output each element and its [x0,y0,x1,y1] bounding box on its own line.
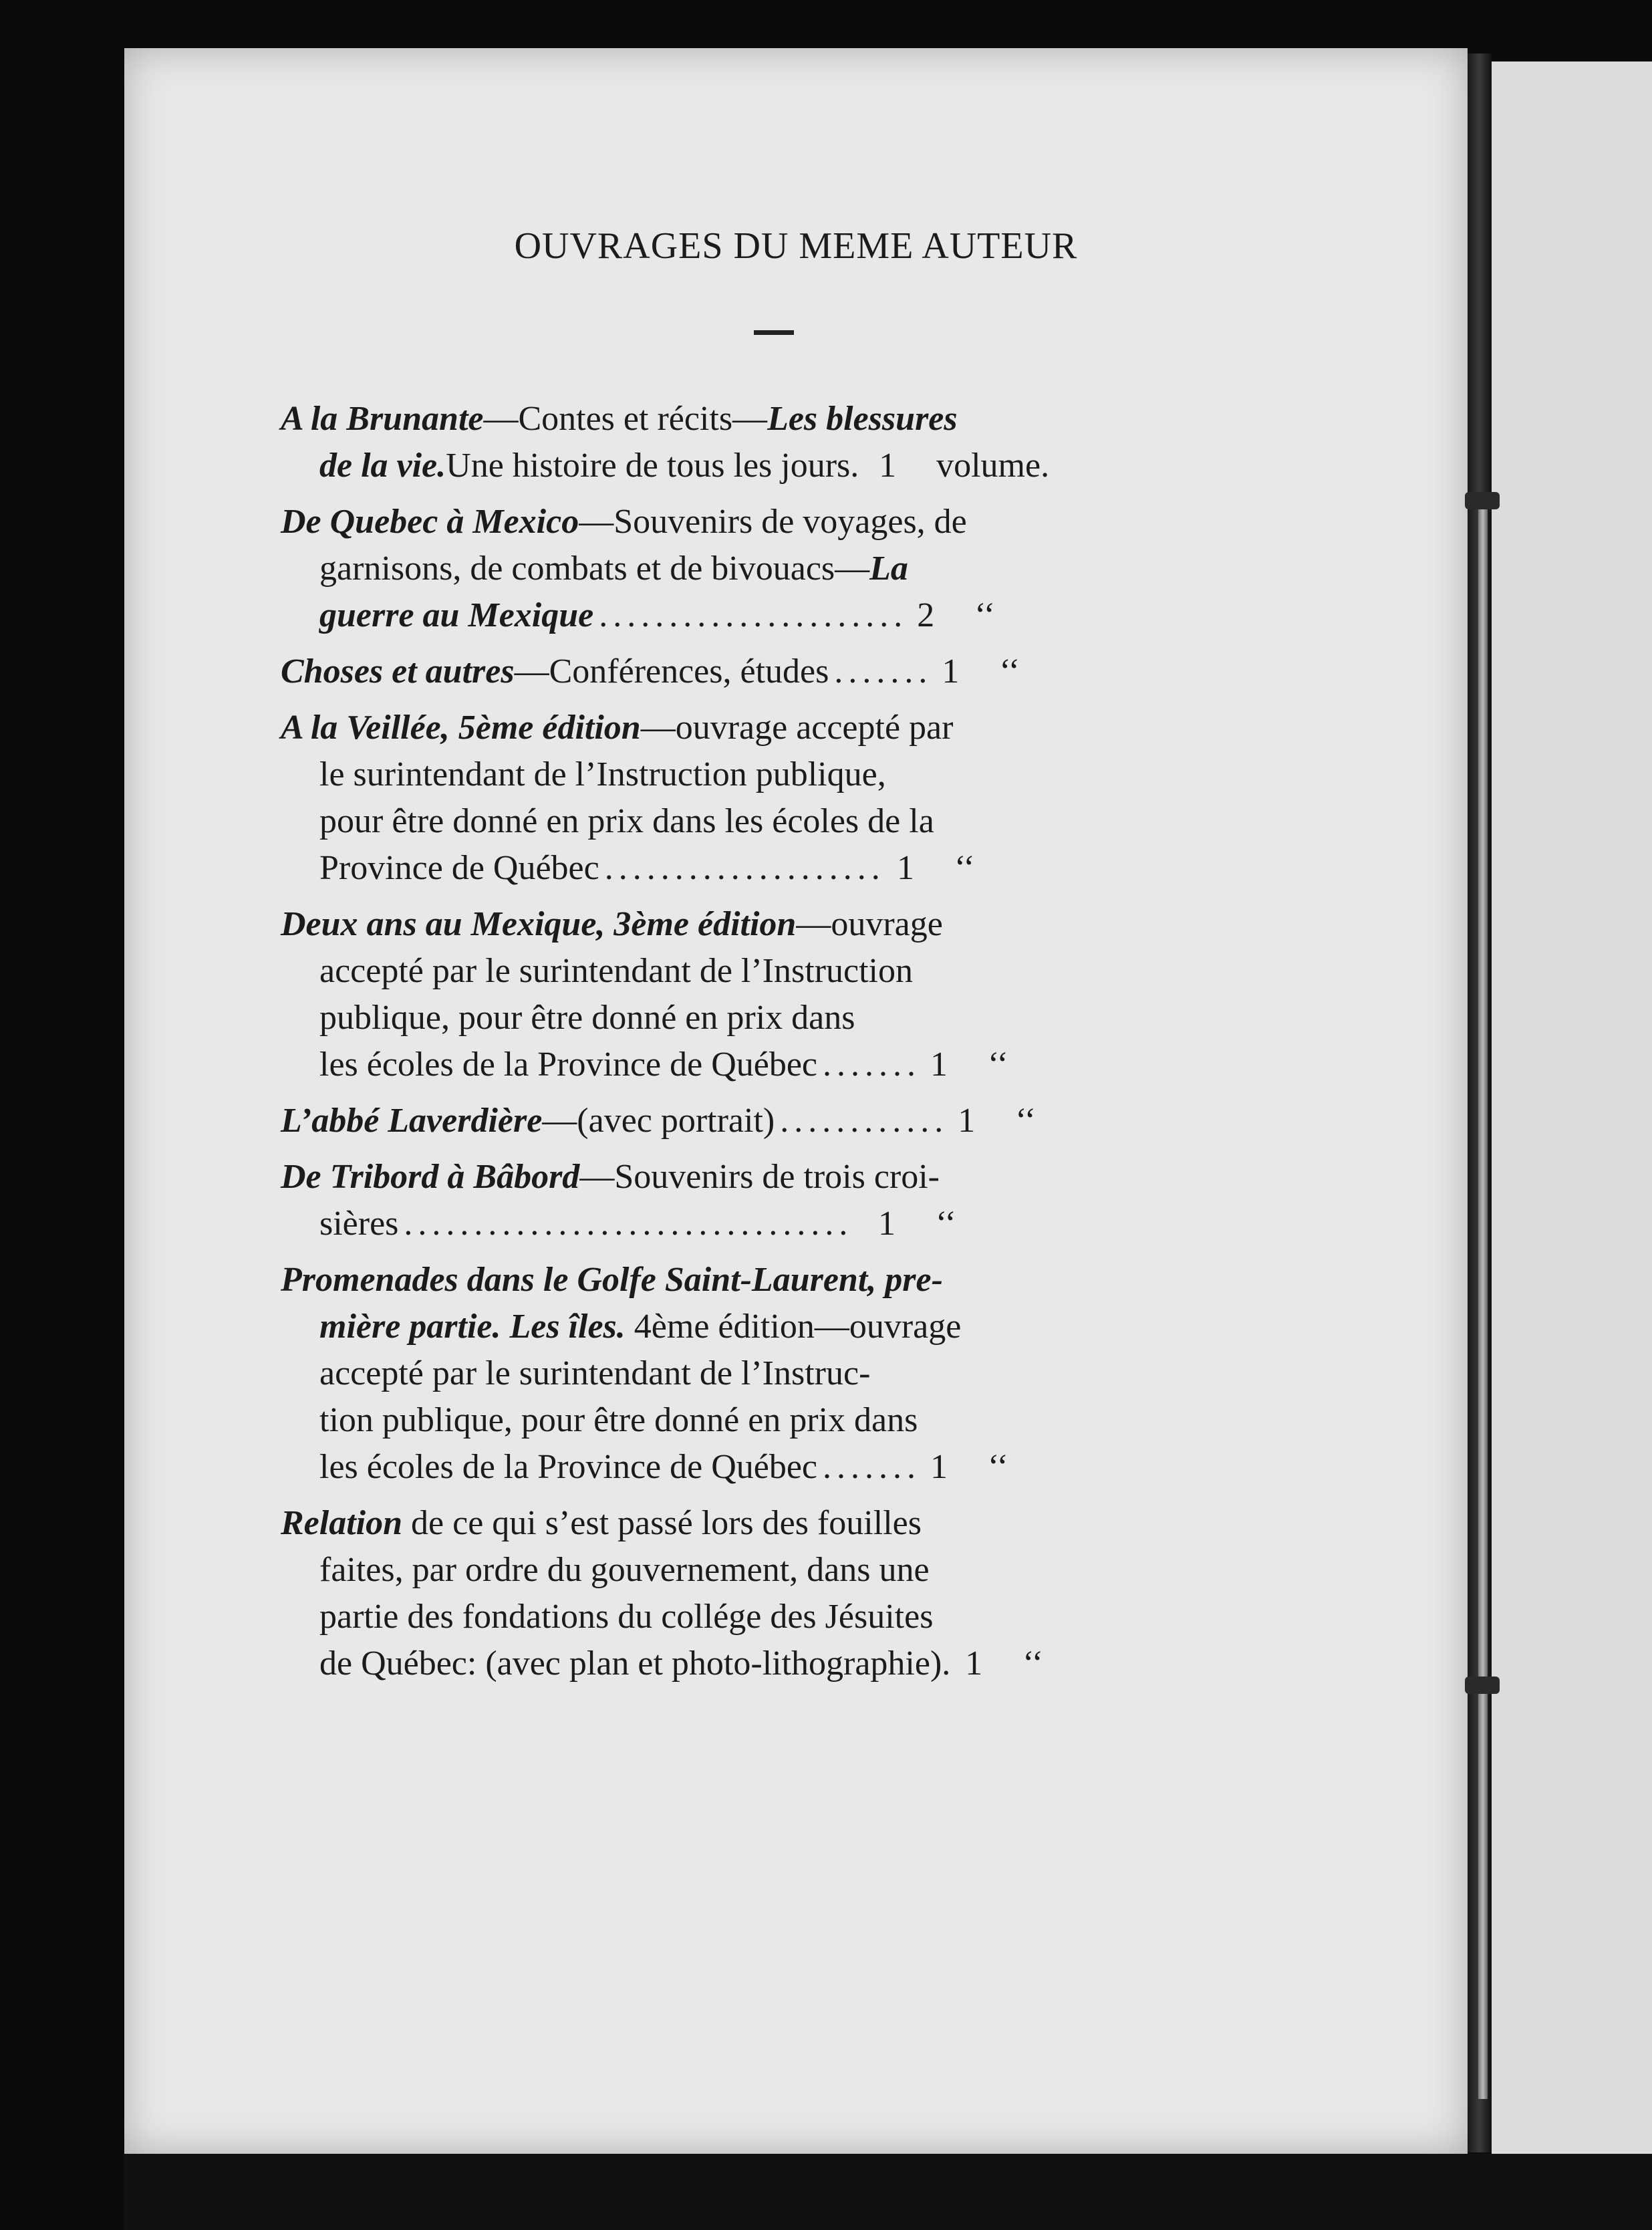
volume-count: 1 [878,1205,896,1243]
list-item [281,499,1069,639]
entry-last-line [281,1444,1069,1491]
entry-text: sières [319,1205,399,1243]
entry-line [281,396,1069,443]
entry-text: garnisons, de combats et de bivouacs— [319,549,870,588]
entry-line [281,901,1069,948]
leader-dots: ....... [834,652,933,691]
entry-line: partie des fondations du collége des Jésuites [319,1598,934,1636]
volume-count: 1 [958,1102,976,1140]
leader-dots: ............ [780,1102,949,1140]
entry-title: De Tribord à Bâbord [281,1158,580,1196]
volume-count: 1 [879,447,897,485]
entry-line [281,1500,1069,1547]
entry-last-line [281,592,1069,639]
heading-rule [754,330,794,335]
list-item [281,1257,1069,1491]
leader-dots: ....... [823,1045,922,1084]
volume-unit: ‘‘ [1022,1644,1044,1683]
entry-title: A la Brunante [281,400,484,438]
works-list [281,396,1270,1697]
page-heading: OUVRAGES DU MEME AUTEUR [514,225,1078,267]
volume-count: 1 [930,1045,948,1084]
volume-unit: ‘‘ [988,1045,1008,1084]
entry-title: Relation [281,1504,403,1542]
binding-knot [1465,492,1500,509]
entry-line [281,705,1069,751]
entry-text: —ouvrage [796,905,943,943]
entry-text: Province de Québec [319,849,599,887]
entry-text: —(avec portrait) [542,1102,775,1140]
volume-count: 1 [942,652,960,691]
entry-line: tion publique, pour être donné en prix dans [319,1401,918,1439]
leader-dots: ...................... [599,596,908,634]
entry-text: —Souvenirs de trois croi- [579,1158,940,1196]
entry-title: Les blessures [767,400,958,438]
entry-title: mière partie. Les îles. [319,1308,626,1346]
volume-unit: ‘‘ [936,1205,956,1243]
binding-knot [1465,1677,1500,1694]
leader-dots: ....... [823,1448,922,1486]
list-item [281,1098,1069,1144]
entry-line: publique, pour être donné en prix dans [319,999,855,1037]
list-item [281,396,1069,489]
leader-dots: .................... [604,849,885,887]
volume-unit: ‘‘ [988,1448,1008,1486]
entry-text: Une histoire de tous les jours. [446,447,859,485]
entry-last-line [281,443,1069,489]
facing-page-edge [1492,61,1652,2154]
entry-text: —Conférences, études [514,652,829,691]
entry-line [281,499,1069,545]
entry-text: de ce qui s’est passé lors des fouilles [402,1504,922,1542]
entry-title: L’abbé Laverdière [281,1102,543,1140]
entry-line [281,1154,1069,1201]
entry-text: —Contes et récits— [483,400,768,438]
binding-cord [1478,495,1488,2099]
entry-line: le surintendant de l’Instruction publique, [319,755,886,793]
entry-line: faites, par ordre du gouvernement, dans une [319,1551,930,1589]
entry-line: accepté par le surintendant de l’Instruc- [319,1354,871,1392]
scan-border [124,2154,1652,2230]
entry-line [281,545,1069,592]
entry-line: pour être donné en prix dans les écoles de la [319,802,934,840]
entry-last-line [281,1098,1069,1144]
volume-count: 1 [965,1644,983,1683]
list-item [281,901,1069,1088]
entry-last-line [281,1041,1069,1088]
entry-last-line [281,1640,1069,1687]
entry-line: accepté par le surintendant de l’Instruction [319,952,913,990]
entry-text: les écoles de la Province de Québec [319,1045,818,1084]
volume-unit: ‘‘ [999,652,1020,691]
volume-count: 1 [930,1448,948,1486]
entry-title: A la Veillée, 5ème édition [281,709,641,747]
entry-text: —ouvrage accepté par [640,709,954,747]
entry-last-line [281,1201,1069,1247]
volume-unit: volume. [936,447,1050,485]
volume-unit: ‘‘ [1015,1102,1037,1140]
leader-dots: ................................ [404,1205,853,1243]
volume-unit: ‘‘ [954,849,975,887]
entry-title: La [869,549,908,588]
entry-title: guerre au Mexique [319,596,594,634]
entry-title: De Quebec à Mexico [281,503,579,541]
volume-unit: ‘‘ [974,596,996,634]
entry-title: Choses et autres [281,652,515,691]
entry-title: Promenades dans le Golfe Saint-Laurent, pre- [281,1261,943,1299]
volume-count: 2 [917,596,935,634]
entry-text: les écoles de la Province de Québec [319,1448,818,1486]
list-item [281,648,1069,695]
list-item [281,705,1069,892]
list-item [281,1500,1069,1687]
entry-text: —Souvenirs de voyages, de [579,503,967,541]
entry-last-line [281,845,1069,892]
list-item [281,1154,1069,1247]
entry-text: 4ème édition—ouvrage [625,1308,962,1346]
entry-title: de la vie. [319,447,446,485]
entry-last-line [281,648,1069,695]
entry-text: de Québec: (avec plan et photo-lithographie). [319,1644,951,1683]
entry-line [281,1304,1069,1350]
volume-count: 1 [896,849,914,887]
entry-title: Deux ans au Mexique, 3ème édition [281,905,797,943]
